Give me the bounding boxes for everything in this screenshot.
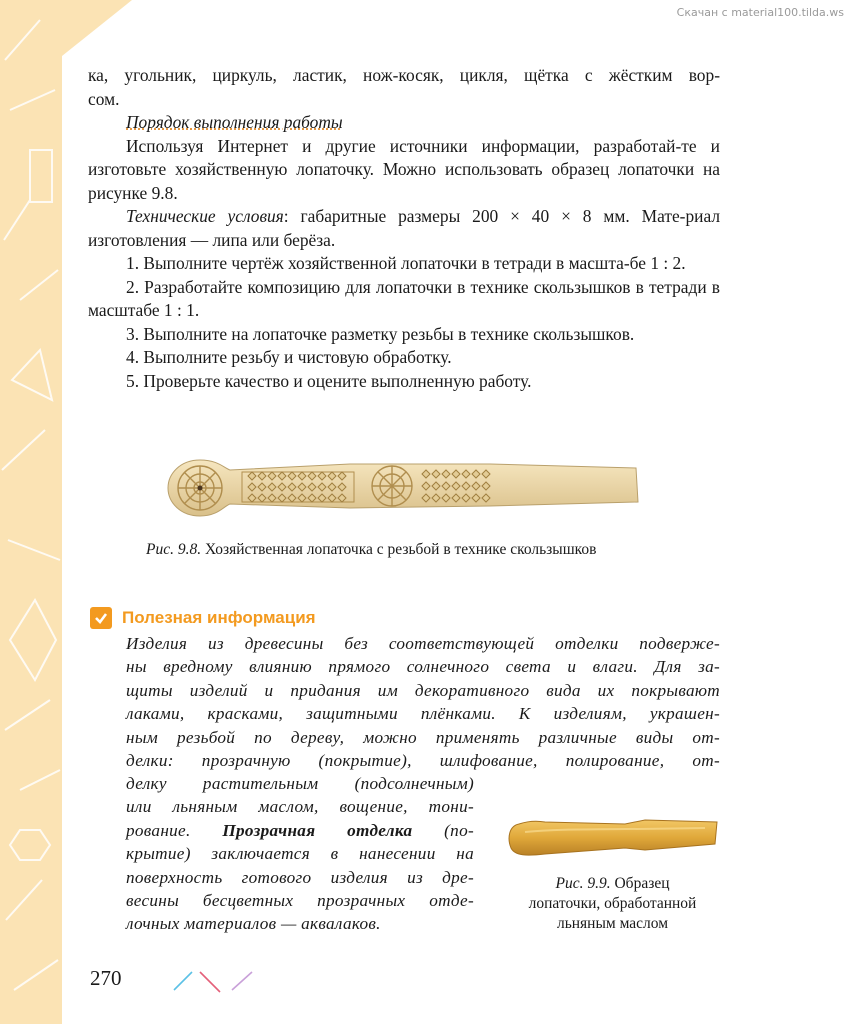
strip-corner: [62, 0, 132, 56]
figure-oiled-spatula: [505, 810, 720, 866]
useful-line: лаками, красками, защитными плёнками. К изделиям, украшен-: [126, 704, 720, 724]
decorative-lines: [170, 968, 260, 994]
step-2: 2. Разработайте композицию для лопаточки в технике скользышков в тетради в масштабе 1 : 1.: [88, 276, 720, 320]
strip-pattern: [0, 0, 62, 1024]
figure1-caption: Рис. 9.8. Хозяйственная лопаточка с резьбой в технике скользышков: [146, 541, 597, 558]
paragraph-tech-conditions: Технические условия: габаритные размеры 200 × 40 × 8 мм. Мате-риал изготовления — липа или берёза.: [88, 206, 721, 250]
main-text: [88, 64, 720, 393]
checkmark-icon: [90, 607, 112, 629]
useful-info-header: [90, 604, 316, 632]
useful-line: ны вредному влиянию прямого солнечного света и влаги. Для за-: [126, 657, 720, 677]
step-1: 1. Выполните чертёж хозяйственной лопаточки в тетради в масшта-бе 1 : 2.: [126, 253, 686, 273]
useful-info-text-wide: [126, 632, 720, 772]
useful-line: поверхность готового изделия из дре-: [126, 867, 474, 887]
figure1-label: Рис. 9.8.: [146, 541, 202, 558]
paragraph-instructions: Используя Интернет и другие источники информации, разработай-те и изготовьте хозяйственную лопаточку. Можно использовать образец лопаточки на рисунке 9.8.: [88, 135, 720, 203]
useful-line: делку растительным (подсолнечным): [126, 774, 474, 793]
step-3: 3. Выполните на лопаточке разметку резьбы в технике скользышков.: [126, 323, 635, 344]
figure-carved-spatula: [160, 450, 640, 526]
useful-info-title: Полезная информация: [122, 608, 316, 627]
paragraph-tools-line1: ка, угольник, циркуль, ластик, нож-косяк, цикля, щётка с жёстким вор-: [88, 65, 720, 85]
tech-label: Технические условия: [126, 206, 284, 226]
paragraph-tools-line2: сом.: [88, 88, 120, 109]
order-heading: Порядок выполнения работы: [126, 112, 343, 132]
useful-line: крытие) заключается в нанесении на: [126, 844, 474, 864]
page-number: 270: [90, 966, 122, 990]
useful-line: Изделия из древесины без соответствующей отделки подверже-: [126, 634, 720, 653]
step-5: 5. Проверьте качество и оцените выполненную работу.: [126, 370, 532, 391]
step-4: 4. Выполните резьбу и чистовую обработку.: [126, 347, 452, 367]
useful-line: ным резьбой по дереву, можно применять различные виды от-: [126, 727, 720, 747]
useful-line: лочных материалов — аквалаков.: [126, 914, 381, 934]
figure2-label: Рис. 9.9.: [555, 875, 611, 892]
figure2-caption: Рис. 9.9. Образец лопаточки, обработанной льняным маслом: [528, 875, 697, 932]
watermark: Скачан с material100.tilda.ws: [676, 6, 844, 19]
useful-line: щиты изделий и придания им декоративного вида их покрывают: [126, 680, 720, 700]
useful-info-text-narrow: [126, 772, 474, 936]
useful-line: или льняным маслом, вощение, тони-: [126, 797, 474, 817]
useful-line: делки: прозрачную (покрытие), шлифование, полирование, от-: [126, 751, 720, 771]
useful-line: весины бесцветных прозрачных отде-: [126, 891, 474, 911]
useful-line-bold: рование. Прозрачная отделка (по-: [126, 820, 474, 840]
decorative-side-strip: [0, 0, 62, 1024]
